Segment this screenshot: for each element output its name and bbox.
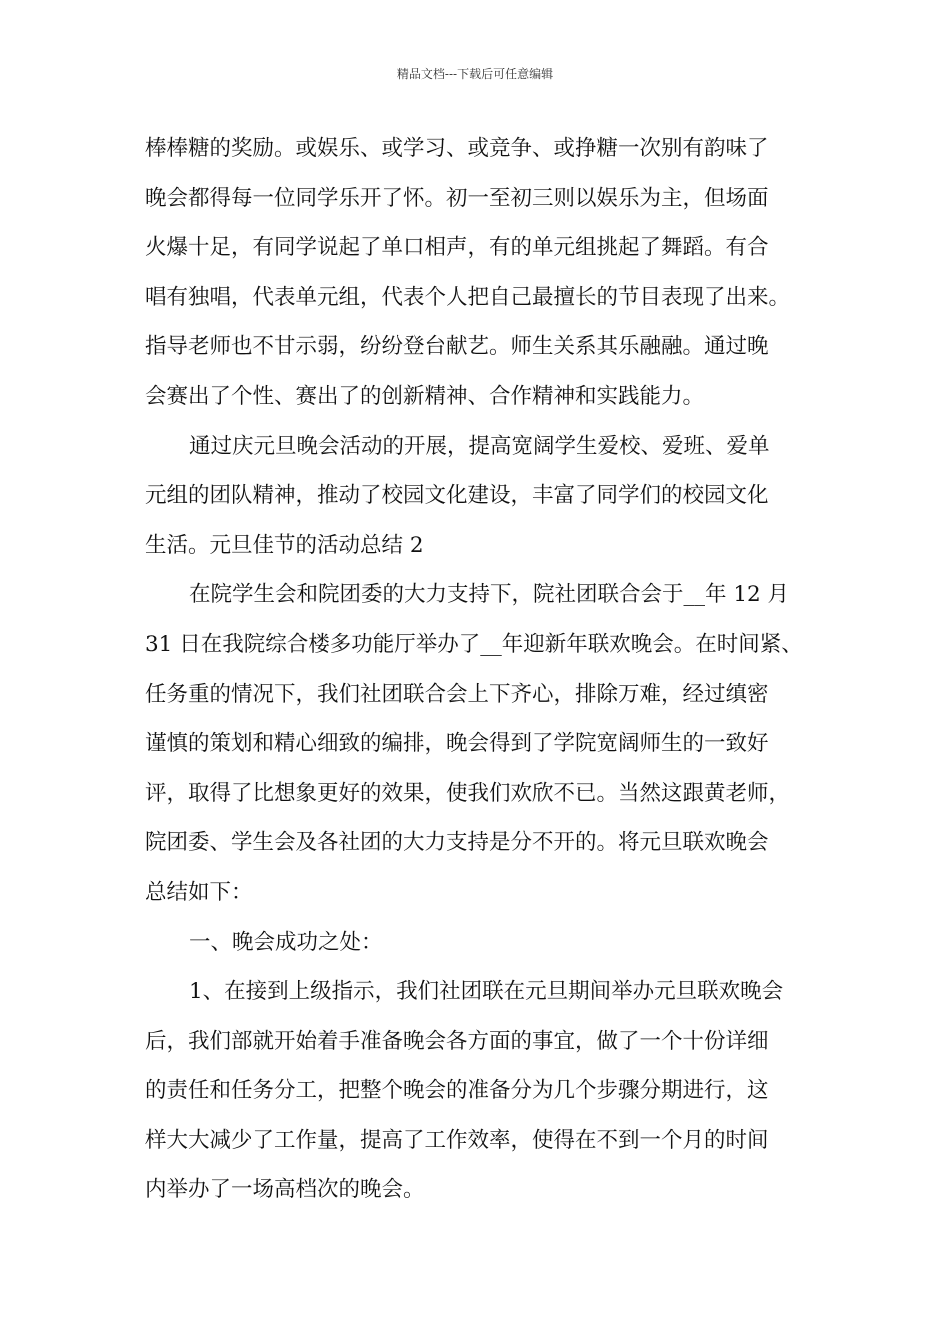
paragraph-start: 1、在接到上级指示，我们社团联在元旦期间举办元旦联欢晚会 xyxy=(189,979,784,1005)
text-line: 会赛出了个性、赛出了的创新精神、合作精神和实践能力。 xyxy=(145,383,705,409)
text-line: 的责任和任务分工，把整个晚会的准备分为几个步骤分期进行，这 xyxy=(145,1078,769,1104)
text-line: 谨慎的策划和精心细致的编排，晚会得到了学院宽阔师生的一致好 xyxy=(145,731,769,757)
text-line: 火爆十足，有同学说起了单口相声，有的单元组挑起了舞蹈。有合 xyxy=(145,235,769,261)
text-line: 31 日在我院综合楼多功能厅举办了__年迎新年联欢晚会。在时间紧、 xyxy=(145,631,803,657)
text-line: 唱有独唱，代表单元组，代表个人把自己最擅长的节目表现了出来。 xyxy=(145,284,791,310)
text-line: 棒棒糖的奖励。或娱乐、或学习、或竞争、或挣糖一次别有韵味了 xyxy=(145,136,769,161)
paragraph-start: 在院学生会和院团委的大力支持下，院社团联合会于__年 12 月 xyxy=(189,582,790,608)
text-line: 任务重的情况下，我们社团联合会上下齐心，排除万难，经过缜密 xyxy=(145,681,769,707)
text-line: 指导老师也不甘示弱，纷纷登台献艺。师生关系其乐融融。通过晚 xyxy=(145,334,769,360)
text-line: 生活。元旦佳节的活动总结 2 xyxy=(145,532,424,558)
text-line: 样大大减少了工作量，提高了工作效率，使得在不到一个月的时间 xyxy=(145,1127,769,1153)
text-line: 院团委、学生会及各社团的大力支持是分不开的。将元旦联欢晚会 xyxy=(145,830,769,856)
document-body xyxy=(145,124,825,1215)
paragraph-start: 通过庆元旦晚会活动的开展，提高宽阔学生爱校、爱班、爱单 xyxy=(189,433,770,459)
text-line: 内举办了一场高档次的晚会。 xyxy=(145,1177,425,1203)
text-line: 评，取得了比想象更好的效果，使我们欢欣不已。当然这跟黄老师， xyxy=(145,780,791,806)
text-line: 总结如下： xyxy=(145,879,253,905)
page-header: 精品文档---下载后可任意编辑 xyxy=(396,67,554,81)
text-line: 晚会都得每一位同学乐开了怀。初一至初三则以娱乐为主，但场面 xyxy=(145,185,769,211)
section-heading: 一、晚会成功之处： xyxy=(189,929,383,955)
text-line: 元组的团队精神，推动了校园文化建设，丰富了同学们的校园文化 xyxy=(145,483,769,509)
text-line: 后，我们部就开始着手准备晚会各方面的事宜，做了一个十份详细 xyxy=(145,1028,769,1054)
